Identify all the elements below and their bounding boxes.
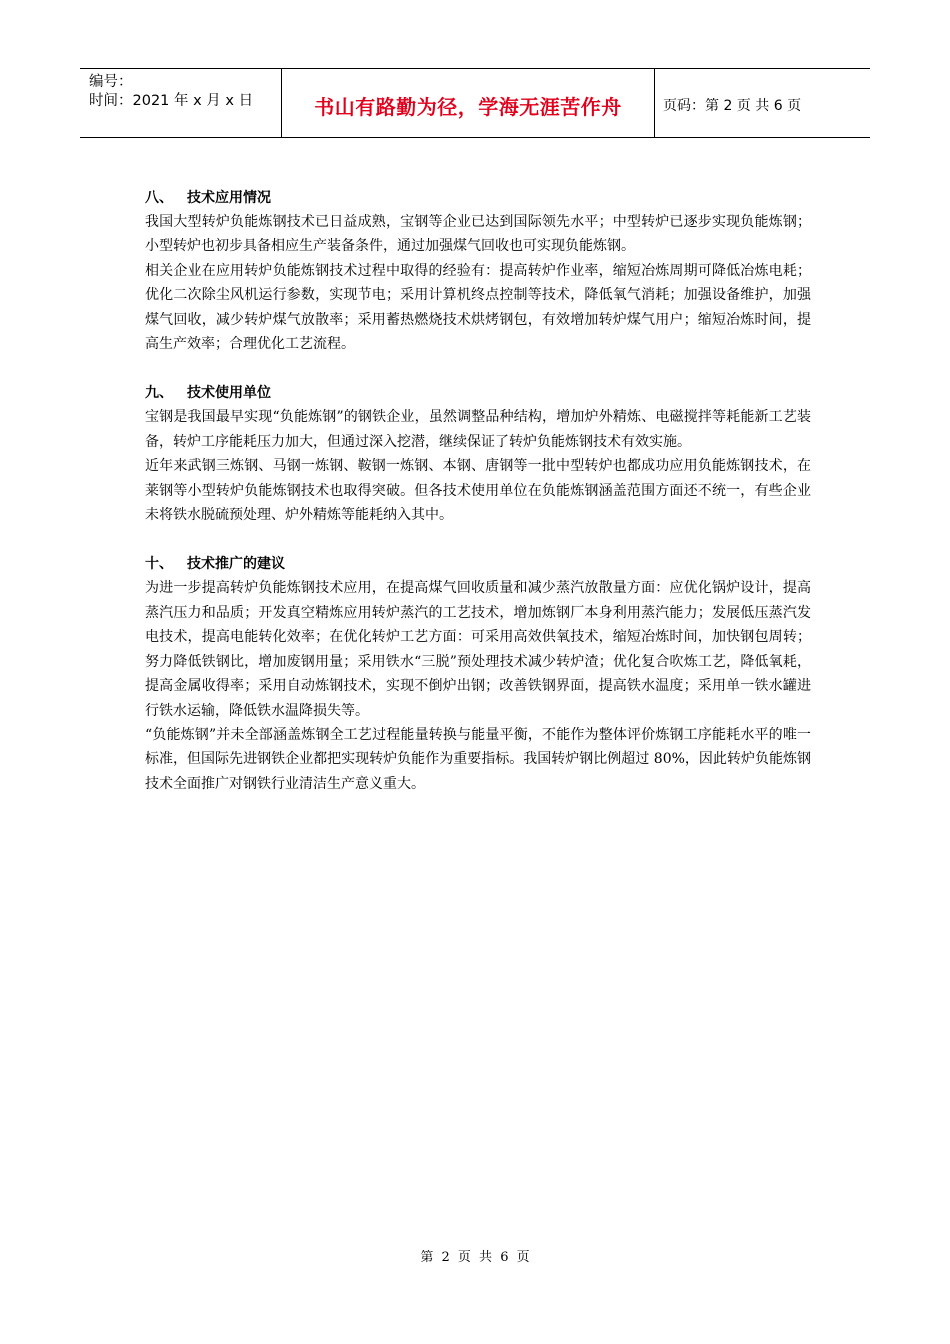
section-number: 八、 [145,190,173,206]
section-title: 技术应用情况 [187,190,271,206]
header-motto: 书山有路勤为径，学海无涯苦作舟 [282,69,655,137]
paragraph: 宝钢是我国最早实现“负能炼钢”的钢铁企业，虽然调整品种结构，增加炉外精炼、电磁搅拌等耗能新工艺装备，转炉工序能耗压力加大，但通过深入挖潜，继续保证了转炉负能炼钢技术有效实施。 [145,409,811,450]
page-header [80,68,870,138]
section-number: 十、 [145,556,173,573]
serial-label: 编号： [89,74,133,90]
page-footer: 第 2 页 共 6 页 [420,1250,530,1265]
section-9 [145,381,811,527]
section-number: 九、 [145,385,173,402]
section-title: 技术使用单位 [187,385,271,402]
section-heading [145,381,811,405]
section-heading [145,186,811,210]
paragraph: 为进一步提高转炉负能炼钢技术应用，在提高煤气回收质量和减少蒸汽放散量方面：应优化锅炉设计，提高蒸汽压力和品质；开发真空精炼应用转炉蒸汽的工艺技术，增加炼钢厂本身利用蒸汽能力；发展低压蒸汽发电技术，提高电能转化效率；在优化转炉工艺方面：可采用高效供氧技术，缩短冶炼时间，加快钢包周转；努力降低铁钢比，增加废钢用量；采用铁水“三脱”预处理技术减少转炉渣；优化复合吹炼工艺，降低氧耗，提高金属收得率；采用自动炼钢技术，实现不倒炉出钢；改善铁钢界面，提高铁水温度；采用单一铁水罐进行铁水运输，降低铁水温降损失等。 [145,580,811,719]
paragraph: “负能炼钢”并未全部涵盖炼钢全工艺过程能量转换与能量平衡，不能作为整体评价炼钢工序能耗水平的唯一标准，但国际先进钢铁企业都把实现转炉负能作为重要指标。我国转炉钢比例超过 80%，因此转炉负能炼钢技术全面推广对钢铁行业清洁生产意义重大。 [145,726,811,792]
paragraph: 近年来武钢三炼钢、马钢一炼钢、鞍钢一炼钢、本钢、唐钢等一批中型转炉也都成功应用负能炼钢技术，在莱钢等小型转炉负能炼钢技术也取得突破。但各技术使用单位在负能炼钢涵盖范围方面还不统一，有些企业未将铁水脱硫预处理、炉外精炼等能耗纳入其中。 [145,458,811,524]
section-10 [145,552,811,796]
section-title: 技术推广的建议 [187,556,285,573]
header-meta [80,69,282,137]
date-line: 时间：2021 年 x 月 x 日 [89,93,254,109]
document-body [145,186,811,821]
paragraph: 相关企业在应用转炉负能炼钢技术过程中取得的经验有：提高转炉作业率，缩短冶炼周期可降低冶炼电耗；优化二次除尘风机运行参数，实现节电；采用计算机终点控制等技术，降低氧气消耗；加强设备维护，加强煤气回收，减少转炉煤气放散率；采用蓄热燃烧技术烘烤钢包，有效增加转炉煤气用户；缩短冶炼时间，提高生产效率；合理优化工艺流程。 [145,262,811,353]
paragraph: 我国大型转炉负能炼钢技术已日益成熟，宝钢等企业已达到国际领先水平；中型转炉已逐步实现负能炼钢；小型转炉也初步具备相应生产装备条件，通过加强煤气回收也可实现负能炼钢。 [145,214,811,255]
header-page-info: 页码：第 2 页 共 6 页 [663,98,802,114]
section-8 [145,186,811,356]
section-heading [145,552,811,576]
